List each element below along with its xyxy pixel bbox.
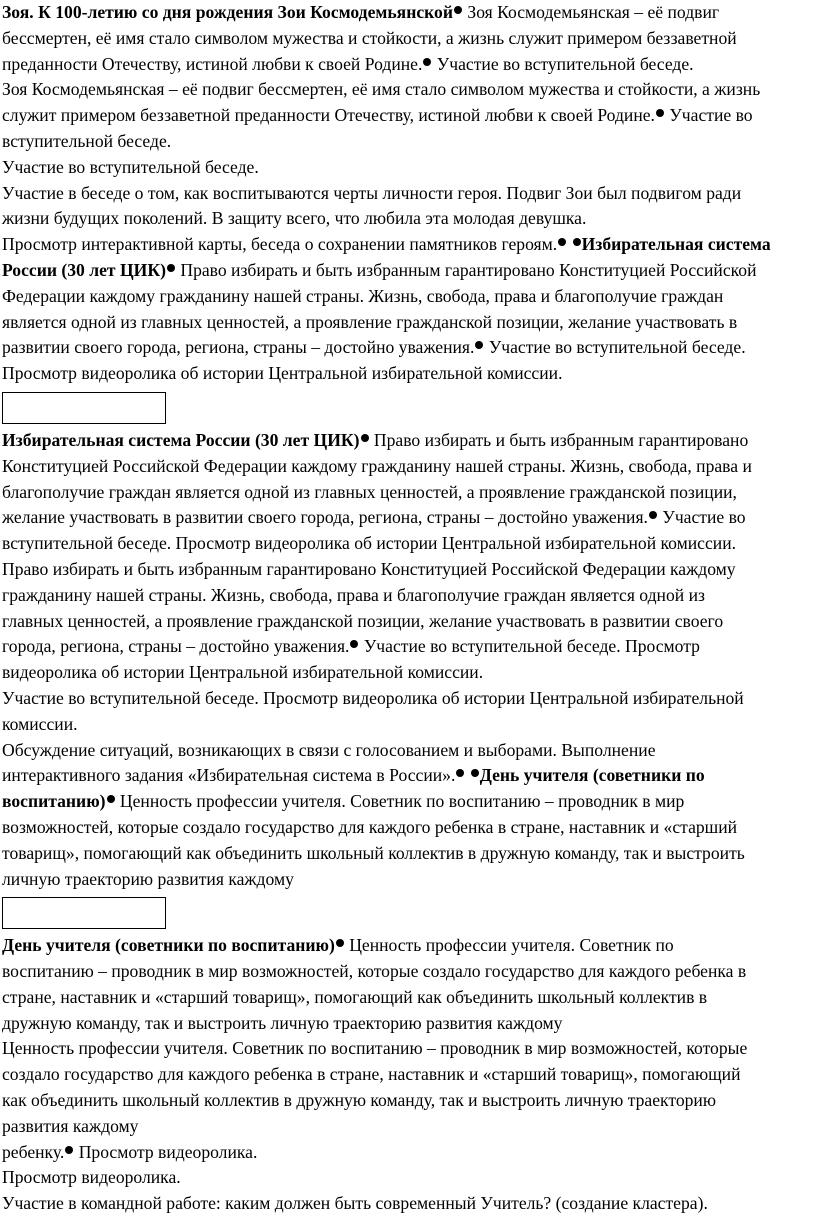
text-line bbox=[2, 738, 814, 764]
body-text: главных ценностей, а проявление гражданской позиции, желание участвовать в развитии своего bbox=[2, 610, 724, 631]
text-line bbox=[2, 660, 814, 686]
text-line bbox=[2, 0, 814, 26]
bold-heading-text: Избирательная система России (30 лет ЦИК) bbox=[2, 429, 360, 450]
text-line bbox=[2, 1191, 814, 1217]
text-line bbox=[2, 335, 814, 361]
body-text: как объединить школьный коллектив в дружную команду, так и выстроить личную траекторию bbox=[2, 1090, 716, 1111]
bullet-icon bbox=[167, 264, 175, 272]
body-text: Участие во вступительной беседе. bbox=[484, 337, 746, 358]
bold-heading-text: Избирательная система bbox=[581, 234, 771, 255]
text-line bbox=[2, 583, 814, 609]
bold-heading-text: Зоя. К 100-летию со дня рождения Зои Космодемьянской bbox=[2, 2, 453, 22]
text-line bbox=[2, 1088, 814, 1114]
text-line bbox=[2, 634, 814, 660]
body-text: Ценность профессии учителя. Советник по воспитанию – проводник в мир возможностей, которые bbox=[2, 1038, 748, 1059]
text-line bbox=[2, 361, 814, 387]
body-text: Участие во вступительной беседе. Просмотр видеоролика об истории Центральной избирательной bbox=[2, 687, 744, 708]
text-line bbox=[2, 1036, 814, 1062]
body-text: стране, наставник и «старший товарищ», помогающий как объединить школьный коллектив в bbox=[2, 986, 708, 1007]
text-line bbox=[2, 985, 814, 1011]
bullet-icon bbox=[456, 769, 464, 777]
body-text: Федерации каждому гражданину нашей страны. Жизнь, свобода, права и благополучие граждан bbox=[2, 285, 724, 306]
text-line bbox=[2, 103, 814, 129]
body-text: Просмотр видеоролика. bbox=[2, 1167, 181, 1188]
body-text: воспитанию – проводник в мир возможностей, которые создало государство для каждого ребенка в bbox=[2, 961, 747, 982]
body-text: Право избирать и быть избранным гарантировано Конституцией Российской bbox=[175, 259, 757, 280]
body-text: Просмотр интерактивной карты, беседа о сохранении памятников героям. bbox=[2, 234, 558, 255]
text-line bbox=[2, 557, 814, 583]
body-text: Участие во bbox=[657, 507, 746, 528]
text-line bbox=[2, 428, 814, 454]
body-text: развитии своего города, региона, страны – достойно уважения. bbox=[2, 337, 475, 358]
body-text: благополучие граждан является одной из главных ценностей, а проявление гражданской позиции, bbox=[2, 481, 737, 502]
text-line bbox=[2, 155, 814, 181]
bullet-icon bbox=[361, 434, 369, 442]
text-line bbox=[2, 1011, 814, 1037]
body-text: города, региона, страны – достойно уважения. bbox=[2, 636, 350, 657]
body-text: Участие во вступительной беседе. bbox=[2, 156, 259, 177]
bullet-icon bbox=[558, 238, 566, 246]
bold-heading-text: День учителя (советники по воспитанию) bbox=[2, 935, 335, 956]
body-text: Зоя Космодемьянская – её подвиг бессмертен, её имя стало символом мужества и стойкости, а жизнь bbox=[2, 79, 761, 100]
text-line bbox=[2, 129, 814, 155]
body-text: Ценность профессии учителя. Советник по bbox=[344, 935, 674, 956]
body-text: возможностей, которые создало государство для каждого ребенка в стране, наставник и «старший bbox=[2, 816, 738, 837]
bullet-icon bbox=[656, 109, 664, 117]
bullet-icon bbox=[573, 238, 581, 246]
text-line bbox=[2, 52, 814, 78]
text-line bbox=[2, 206, 814, 232]
text-line bbox=[2, 258, 814, 284]
body-text: служит примером беззаветной преданности Отечеству, истиной любви к своей Родине. bbox=[2, 105, 655, 126]
bold-heading-text: День учителя (советники по bbox=[479, 765, 705, 786]
text-line bbox=[2, 505, 814, 531]
body-text: Участие во вступительной беседе. bbox=[432, 53, 694, 74]
text-line bbox=[2, 531, 814, 557]
body-text: вступительной беседе. Просмотр видеоролика об истории Центральной избирательной комиссии. bbox=[2, 533, 737, 554]
text-line bbox=[2, 454, 814, 480]
body-text: развития каждому bbox=[2, 1115, 139, 1136]
text-line bbox=[2, 763, 814, 789]
body-text: является одной из главных ценностей, а проявление гражданской позиции, желание участвовать в bbox=[2, 311, 738, 332]
body-text: создало государство для каждого ребенка в стране, наставник и «старший товарищ», помогающий bbox=[2, 1064, 741, 1085]
text-line bbox=[2, 1165, 814, 1191]
text-line bbox=[2, 284, 814, 310]
body-text: жизни будущих поколений. В защиту всего, что любила эта молодая девушка. bbox=[2, 208, 587, 229]
body-text: видеоролика об истории Центральной избирательной комиссии. bbox=[2, 662, 484, 683]
body-text: товарищ», помогающий как объединить школьный коллектив в дружную команду, так и выстроить bbox=[2, 842, 745, 863]
text-line bbox=[2, 815, 814, 841]
text-line bbox=[2, 1114, 814, 1140]
body-text: вступительной беседе. bbox=[2, 130, 172, 151]
bullet-icon bbox=[471, 769, 479, 777]
body-text bbox=[465, 765, 469, 785]
bullet-icon bbox=[423, 58, 431, 66]
body-text: ребенку. bbox=[2, 1141, 65, 1162]
bold-heading-text: России (30 лет ЦИК) bbox=[2, 259, 166, 280]
body-text: Зоя Космодемьянская – её подвиг bbox=[462, 2, 720, 22]
text-line bbox=[2, 77, 814, 103]
body-text: желание участвовать в развитии своего города, региона, страны – достойно уважения. bbox=[2, 507, 648, 528]
bullet-icon bbox=[475, 341, 483, 349]
body-text: Участие в командной работе: каким должен быть современный Учитель? (создание кластера). bbox=[2, 1193, 708, 1214]
text-line bbox=[2, 1140, 814, 1166]
body-text bbox=[567, 234, 571, 254]
empty-bordered-box bbox=[2, 392, 166, 424]
body-text: Ценность профессии учителя. Советник по воспитанию – проводник в мир bbox=[115, 791, 685, 812]
text-line bbox=[2, 1062, 814, 1088]
body-text: гражданину нашей страны. Жизнь, свобода, права и благополучие граждан является одной из bbox=[2, 584, 705, 605]
text-line bbox=[2, 609, 814, 635]
body-text: Просмотр видеоролика об истории Центральной избирательной комиссии. bbox=[2, 363, 563, 384]
bullet-icon bbox=[65, 1146, 73, 1154]
text-line bbox=[2, 867, 814, 893]
body-text: личную траекторию развития каждому bbox=[2, 868, 294, 889]
empty-bordered-box bbox=[2, 897, 166, 929]
text-line bbox=[2, 789, 814, 815]
body-text: бессмертен, её имя стало символом мужества и стойкости, а жизнь служит примером беззаветной bbox=[2, 27, 737, 48]
text-line bbox=[2, 841, 814, 867]
bullet-icon bbox=[350, 640, 358, 648]
text-line bbox=[2, 480, 814, 506]
text-line bbox=[2, 310, 814, 336]
text-line bbox=[2, 712, 814, 738]
body-text: комиссии. bbox=[2, 713, 78, 734]
body-text: Конституцией Российской Федерации каждому гражданину нашей страны. Жизнь, свобода, права и bbox=[2, 455, 752, 476]
text-line bbox=[2, 181, 814, 207]
body-text: Право избирать и быть избранным гарантировано Конституцией Российской Федерации каждому bbox=[2, 558, 736, 579]
body-text: Участие во вступительной беседе. Просмотр bbox=[359, 636, 700, 657]
body-text: Участие в беседе о том, как воспитываются черты личности героя. Подвиг Зои был подвигом ради bbox=[2, 182, 742, 203]
text-line bbox=[2, 26, 814, 52]
text-line bbox=[2, 933, 814, 959]
bullet-icon bbox=[649, 511, 657, 519]
body-text: Просмотр видеоролика. bbox=[74, 1141, 258, 1162]
text-line bbox=[2, 959, 814, 985]
body-text: Участие во bbox=[664, 105, 753, 126]
body-text: преданности Отечеству, истиной любви к своей Родине. bbox=[2, 53, 423, 74]
text-line bbox=[2, 232, 814, 258]
body-text: дружную команду, так и выстроить личную траекторию развития каждому bbox=[2, 1012, 563, 1033]
bullet-icon bbox=[454, 6, 462, 14]
body-text: Обсуждение ситуаций, возникающих в связи с голосованием и выборами. Выполнение bbox=[2, 739, 656, 760]
body-text: интерактивного задания «Избирательная система в России». bbox=[2, 765, 456, 786]
bullet-icon bbox=[107, 795, 115, 803]
bullet-icon bbox=[336, 939, 344, 947]
text-line bbox=[2, 686, 814, 712]
bold-heading-text: воспитанию) bbox=[2, 791, 106, 812]
body-text: Право избирать и быть избранным гарантировано bbox=[369, 429, 749, 450]
